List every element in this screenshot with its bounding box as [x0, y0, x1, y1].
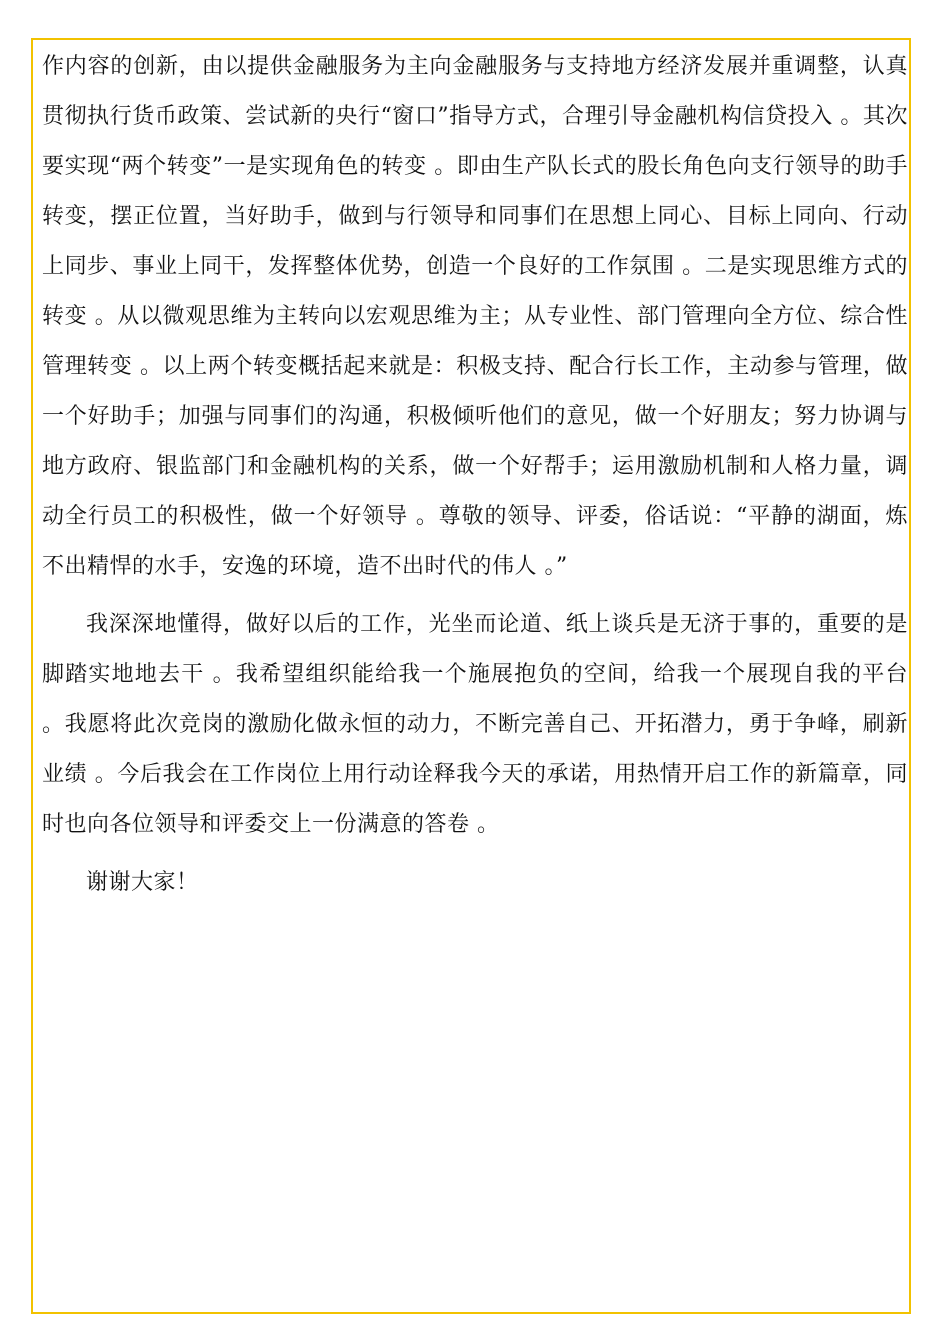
closing-thanks: 谢谢大家！: [86, 870, 199, 895]
paragraph-continued: 作内容的创新，由以提供金融服务为主向金融服务与支持地方经济发展并重调整，认真贯彻执行货币政策、尝试新的央行“窗口”指导方式，合理引导金融机构信贷投入 。其次要实现“两个转变”一是实现角色的转变 。即由生产队长式的股长角色向支行领导的助手转变，摆正位置，当好助手，做到与行领导和同事们在思想上同心、目标上同向、行动上同步、事业上同干，发挥整体优势，创造一个良好的工作氛围 。二是实现思维方式的转变 。从以微观思维为主转向以宏观思维为主；从专业性、部门管理向全方位、综合性管理转变 。以上两个转变概括起来就是：积极支持、配合行长工作，主动参与管理，做一个好助手；加强与同事们的沟通，积极倾听他们的意见，做一个好朋友；努力协调与地方政府、银监部门和金融机构的关系，做一个好帮手；运用激励机制和人格力量，调动全行员工的积极性，做一个好领导 。尊敬的领导、评委，俗话说：“平静的湖面，炼不出精悍的水手，安逸的环境，造不出时代的伟人 。”: [42, 54, 908, 579]
document-body: [42, 42, 908, 908]
paragraph-commitment: 我深深地懂得，做好以后的工作，光坐而论道、纸上谈兵是无济于事的，重要的是脚踏实地地去干 。我希望组织能给我一个施展抱负的空间，给我一个展现自我的平台 。我愿将此次竞岗的激励化做永恒的动力，不断完善自己、开拓潜力，勇于争峰，刷新业绩 。今后我会在工作岗位上用行动诠释我今天的承诺，用热情开启工作的新篇章，同时也向各位领导和评委交上一份满意的答卷 。: [42, 612, 908, 837]
